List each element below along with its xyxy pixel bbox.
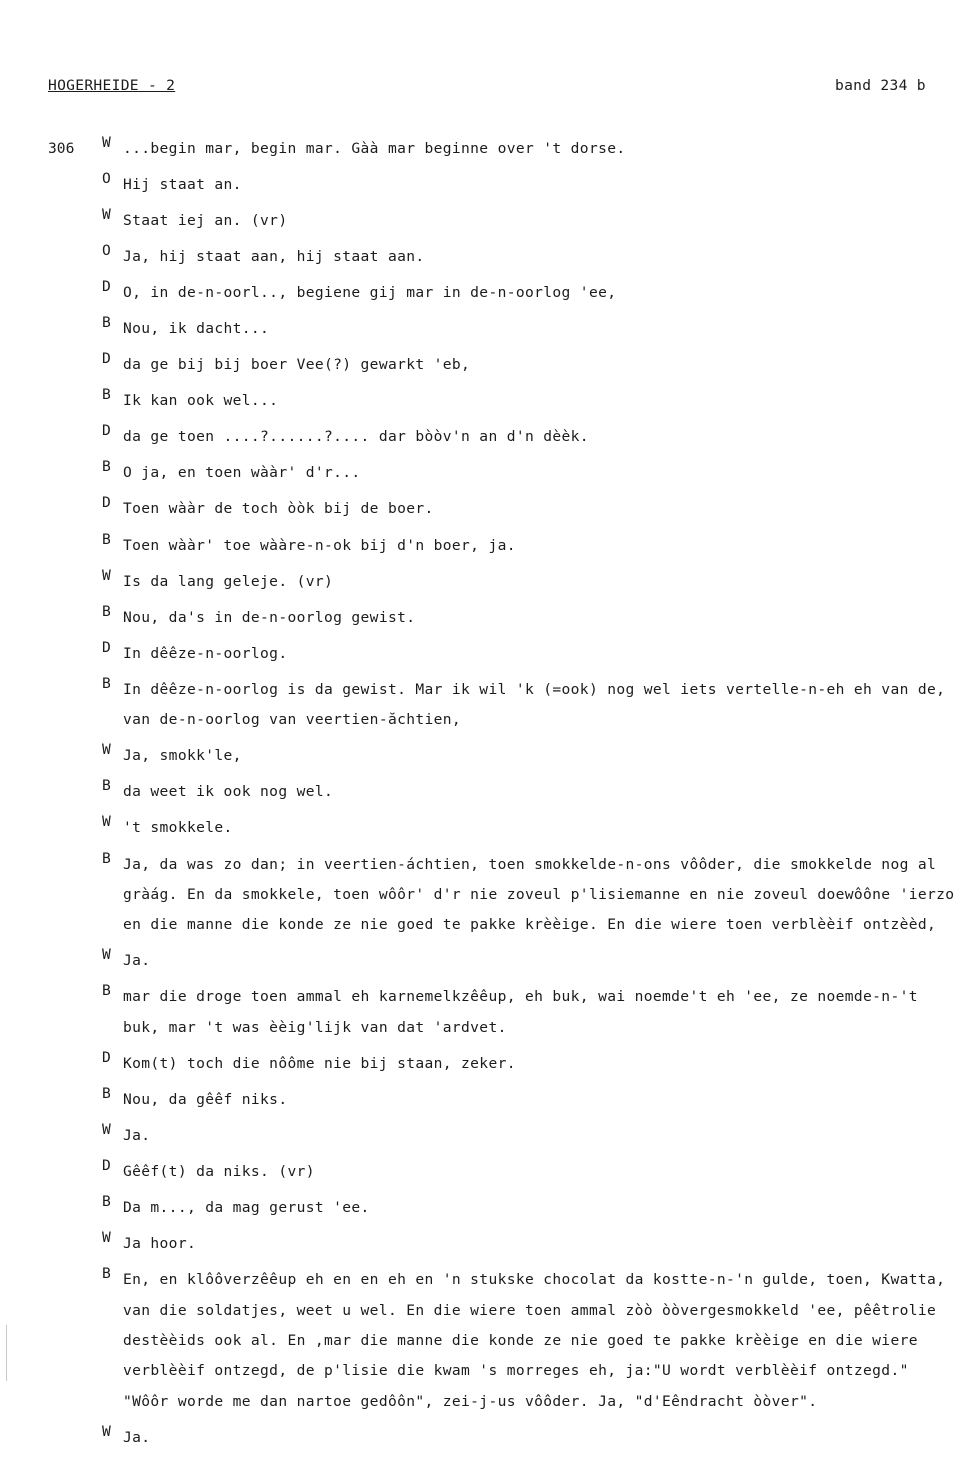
- speaker-label: B: [102, 458, 111, 476]
- speaker-label: D: [102, 638, 111, 656]
- speaker-label: D: [102, 422, 111, 440]
- utterance-text: 't smokkele.: [123, 819, 233, 837]
- utterance-text: Gêêf(t) da niks. (vr): [123, 1163, 315, 1181]
- utterance-text: da weet ik ook nog wel.: [123, 783, 334, 801]
- speaker-label: O: [102, 241, 111, 259]
- speaker-label: O: [102, 169, 111, 187]
- speaker-label: W: [102, 566, 111, 584]
- transcript-turn: [102, 170, 962, 200]
- utterance-text: Staat iej an. (vr): [123, 211, 288, 229]
- transcript-turn: [102, 278, 962, 308]
- speaker-label: B: [102, 313, 111, 331]
- transcript-turn: [102, 946, 962, 976]
- speaker-label: W: [102, 946, 111, 964]
- line-number: 306: [48, 140, 75, 157]
- utterance-text: Nou, da's in de-n-oorlog gewist.: [123, 608, 416, 626]
- speaker-label: W: [102, 813, 111, 831]
- utterance-text: Ik kan ook wel...: [123, 392, 279, 410]
- utterance-text: Nou, da gêêf niks.: [123, 1090, 288, 1108]
- transcript-turn: [102, 134, 962, 164]
- transcript-turn: [102, 639, 962, 669]
- utterance-text: ...begin mar, begin mar. Gàà mar beginne over 't dorse.: [123, 139, 626, 157]
- speaker-label: D: [102, 277, 111, 295]
- transcript-turn: [102, 850, 962, 941]
- transcript-turn: [102, 458, 962, 488]
- utterance-text: Kom(t) toch die nôôme nie bij staan, zeker.: [123, 1054, 516, 1072]
- speaker-label: W: [102, 1120, 111, 1138]
- transcript-turn: [102, 813, 962, 843]
- document-title: HOGERHEIDE - 2: [48, 77, 176, 94]
- speaker-label: W: [102, 205, 111, 223]
- transcript-turn: [102, 603, 962, 633]
- speaker-label: W: [102, 1422, 111, 1440]
- utterance-text: In dêêze-n-oorlog.: [123, 644, 288, 662]
- speaker-label: W: [102, 1229, 111, 1247]
- utterance-text: da ge bij bij boer Vee(?) gewarkt 'eb,: [123, 356, 471, 374]
- speaker-label: B: [102, 1193, 111, 1211]
- transcript-body: [102, 133, 962, 1465]
- transcript-turn: [102, 242, 962, 272]
- utterance-text: Ja.: [123, 1126, 151, 1144]
- speaker-label: D: [102, 1048, 111, 1066]
- transcript-turn: [102, 494, 962, 524]
- transcript-turn: [102, 386, 962, 416]
- utterance-text: Ja, smokk'le,: [123, 747, 242, 765]
- utterance-text: Hij staat an.: [123, 175, 242, 193]
- utterance-text: Ja.: [123, 952, 151, 970]
- utterance-text: Toen wààr de toch òòk bij de boer.: [123, 500, 434, 518]
- speaker-label: W: [102, 133, 111, 151]
- utterance-text: Ja, hij staat aan, hij staat aan.: [123, 247, 425, 265]
- utterance-text: da ge toen ....?......?.... dar bòòv'n an d'n dèèk.: [123, 428, 589, 446]
- transcript-turn: [102, 982, 962, 1043]
- transcript-turn: [102, 1193, 962, 1223]
- transcript-turn: [102, 1121, 962, 1151]
- transcript-turn: [102, 777, 962, 807]
- speaker-label: B: [102, 1265, 111, 1283]
- speaker-label: W: [102, 741, 111, 759]
- speaker-label: D: [102, 1157, 111, 1175]
- speaker-label: B: [102, 674, 111, 692]
- transcript-turn: [102, 350, 962, 380]
- transcript-turn: [102, 1049, 962, 1079]
- transcript-turn: [102, 1265, 962, 1416]
- speaker-label: B: [102, 602, 111, 620]
- transcript-turn: [102, 1423, 962, 1453]
- utterance-text: En, en klôôverzêêup eh en en eh en 'n stukske chocolat da kostte-n-'n gulde, toen, Kwatta, van die soldatjes, weet u wel. En die wiere toen ammal zòò òòvergesmokkeld 'ee, pêêtrolie destèèids ook al. En ,mar die manne die konde ze nie goed te pakke krèèige en die wiere verblèèif ontzegd, de p'lisie die kwam 's morreges eh, ja:"U wordt verblèèif ontzegd." "Wôôr worde me dan nartoe gedôôn", zei-j-us vôôder. Ja, "d'Eêndracht òòver".: [123, 1271, 946, 1410]
- utterance-text: Ja hoor.: [123, 1235, 197, 1253]
- utterance-text: Nou, ik dacht...: [123, 319, 270, 337]
- transcript-turn: [102, 675, 962, 736]
- utterance-text: Da m..., da mag gerust 'ee.: [123, 1199, 370, 1217]
- utterance-text: Ja, da was zo dan; in veertien-áchtien, toen smokkelde-n-ons vôôder, die smokkelde nog al gràág. En da smokkele, toen wôôr' d'r nie zoveul p'lisiemanne en nie zoveul doewôône 'ierzo en die manne die konde ze nie goed te pakke krèèige. En die wiere toen verblèèif ontzèèd,: [123, 855, 955, 934]
- transcript-turn: [102, 1157, 962, 1187]
- speaker-label: D: [102, 494, 111, 512]
- margin-mark: [6, 1325, 7, 1381]
- speaker-label: B: [102, 849, 111, 867]
- utterance-text: O ja, en toen wààr' d'r...: [123, 464, 361, 482]
- transcript-turn: [102, 567, 962, 597]
- utterance-text: O, in de-n-oorl.., begiene gij mar in de-n-oorlog 'ee,: [123, 283, 617, 301]
- utterance-text: mar die droge toen ammal eh karnemelkzêêup, eh buk, wai noemde't eh 'ee, ze noemde-n-'t buk, mar 't was èèig'lijk van dat 'ardvet.: [123, 988, 918, 1036]
- speaker-label: B: [102, 1084, 111, 1102]
- utterance-text: Toen wààr' toe wààre-n-ok bij d'n boer, ja.: [123, 536, 516, 554]
- utterance-text: Ja.: [123, 1428, 151, 1446]
- transcript-turn: [102, 206, 962, 236]
- transcript-turn: [102, 422, 962, 452]
- speaker-label: D: [102, 350, 111, 368]
- transcript-turn: [102, 741, 962, 771]
- speaker-label: B: [102, 777, 111, 795]
- speaker-label: B: [102, 386, 111, 404]
- tape-reference: band 234 b: [835, 77, 926, 94]
- transcript-turn: [102, 1085, 962, 1115]
- speaker-label: B: [102, 982, 111, 1000]
- transcript-turn: [102, 531, 962, 561]
- utterance-text: In dêêze-n-oorlog is da gewist. Mar ik wil 'k (=ook) nog wel iets vertelle-n-eh eh van de, van de-n-oorlog van veertien-ăchtien,: [123, 680, 946, 729]
- speaker-label: B: [102, 530, 111, 548]
- transcript-turn: [102, 314, 962, 344]
- transcript-turn: [102, 1229, 962, 1259]
- utterance-text: Is da lang geleje. (vr): [123, 572, 334, 590]
